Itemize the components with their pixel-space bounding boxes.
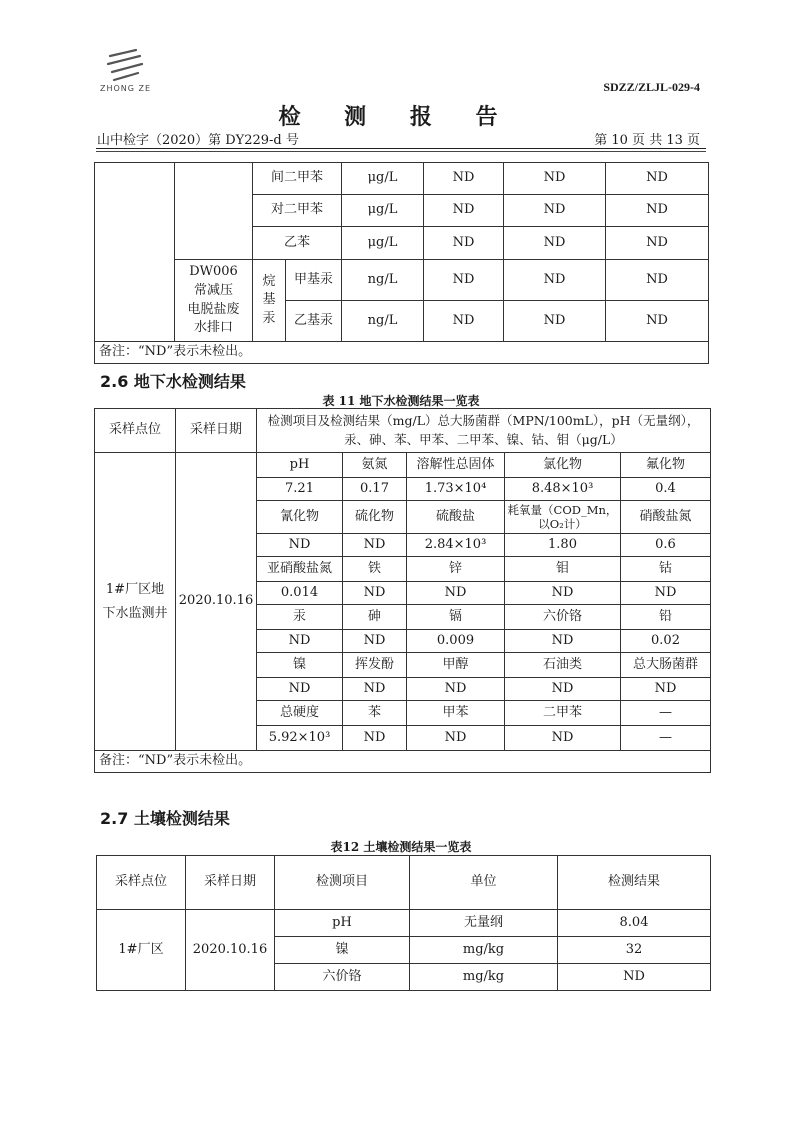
value-cell: ND [504, 227, 606, 260]
parameter-cell: 氯化物 [505, 453, 621, 478]
value-cell: 0.17 [343, 478, 407, 501]
unit-cell: ng/L [342, 260, 424, 301]
parameter-cell: 氰化物 [257, 501, 343, 534]
parameter-cell: 石油类 [505, 653, 621, 678]
parameter-cell: 甲醇 [407, 653, 505, 678]
value-cell: ND [606, 227, 709, 260]
parameter-cell: 汞 [257, 605, 343, 630]
value-cell: ND [504, 260, 606, 301]
table-row [95, 342, 709, 364]
parameter-cell: 硫化物 [343, 501, 407, 534]
table-row [95, 751, 711, 773]
value-cell: 0.6 [621, 534, 711, 557]
parameter-cell: 二甲苯 [505, 701, 621, 726]
value-cell: 1.73×10⁴ [407, 478, 505, 501]
parameter-cell: 镍 [257, 653, 343, 678]
result-cell: 32 [558, 937, 711, 964]
result-cell: ND [558, 964, 711, 991]
table-row [97, 910, 711, 937]
value-cell: ND [621, 678, 711, 701]
parameter-cell: — [621, 701, 711, 726]
value-cell: ND [424, 195, 504, 227]
value-cell: ND [606, 195, 709, 227]
item-cell: 间二甲苯 [253, 163, 342, 195]
parameter-cell: 铁 [343, 557, 407, 582]
value-cell: ND [505, 726, 621, 751]
table-row [95, 163, 709, 195]
unit-cell: mg/kg [410, 964, 558, 991]
value-cell: ND [257, 630, 343, 653]
parameter-cell: 氨氮 [343, 453, 407, 478]
item-cell: pH [275, 910, 410, 937]
value-cell: ND [504, 301, 606, 342]
value-cell: ND [424, 301, 504, 342]
table-header-row [95, 409, 711, 453]
parameter-cell: 钴 [621, 557, 711, 582]
table-row [95, 260, 709, 301]
value-cell: ND [505, 630, 621, 653]
parameter-cell: 挥发酚 [343, 653, 407, 678]
parameter-cell: pH [257, 453, 343, 478]
unit-cell: μg/L [342, 195, 424, 227]
item-cell: 镍 [275, 937, 410, 964]
parameter-cell: 钼 [505, 557, 621, 582]
item-cell: 六价铬 [275, 964, 410, 991]
value-cell: ND [505, 582, 621, 605]
value-cell: ND [407, 582, 505, 605]
value-cell: ND [606, 301, 709, 342]
value-cell: 0.014 [257, 582, 343, 605]
value-cell: ND [257, 678, 343, 701]
blank-cell [175, 163, 253, 260]
header-items: 检测项目及检测结果（mg/L）总大肠菌群（MPN/100mL），pH（无量纲），汞、砷、苯、甲苯、二甲苯、镍、钴、钼（μg/L） [257, 409, 711, 453]
parameter-cell: 亚硝酸盐氮 [257, 557, 343, 582]
page-info: 第 10 页 共 13 页 [594, 133, 700, 148]
header-cell: 采样点位 [97, 856, 186, 910]
value-cell: ND [407, 678, 505, 701]
value-cell: ND [505, 678, 621, 701]
parameter-cell: 铅 [621, 605, 711, 630]
parameter-cell: 锌 [407, 557, 505, 582]
header-cell: 采样日期 [186, 856, 275, 910]
item-cell: 乙苯 [253, 227, 342, 260]
document-code: SDZZ/ZLJL-029-4 [603, 80, 700, 94]
value-cell: ND [606, 260, 709, 301]
table-note: 备注：“ND”表示未检出。 [95, 751, 711, 773]
value-cell: 8.48×10³ [505, 478, 621, 501]
value-cell: — [621, 726, 711, 751]
value-cell: 0.009 [407, 630, 505, 653]
header-site: 采样点位 [95, 409, 176, 453]
value-cell: 1.80 [505, 534, 621, 557]
report-number: 山中检字（2020）第 DY229-d 号 [97, 133, 299, 148]
group-label: 烷基汞 [262, 274, 276, 326]
parameter-cell: 硫酸盐 [407, 501, 505, 534]
section-heading: 2.7 土壤检测结果 [100, 809, 230, 828]
header-date: 采样日期 [176, 409, 257, 453]
item-cell: 乙基汞 [286, 301, 342, 342]
parameter-cell: 溶解性总固体 [407, 453, 505, 478]
value-cell: 5.92×10³ [257, 726, 343, 751]
unit-cell: mg/kg [410, 937, 558, 964]
parameter-cell: 硝酸盐氮 [621, 501, 711, 534]
value-cell: 0.4 [621, 478, 711, 501]
prev-results-table [94, 162, 709, 364]
table-note: 备注：“ND”表示未检出。 [95, 342, 709, 364]
header-cell: 检测结果 [558, 856, 711, 910]
page-title: 检 测 报 告 [278, 104, 516, 130]
parameter-cell: 六价铬 [505, 605, 621, 630]
unit-cell: ng/L [342, 301, 424, 342]
value-cell: ND [343, 726, 407, 751]
parameter-cell: 镉 [407, 605, 505, 630]
parameter-cell: 苯 [343, 701, 407, 726]
site-cell: DW006 常减压 电脱盐废 水排口 [175, 260, 253, 342]
parameter-cell: 总大肠菌群 [621, 653, 711, 678]
value-cell: ND [343, 678, 407, 701]
value-cell: ND [424, 227, 504, 260]
value-cell: ND [407, 726, 505, 751]
value-cell: ND [257, 534, 343, 557]
table-header-row [97, 856, 711, 910]
value-cell: ND [606, 163, 709, 195]
header-cell: 单位 [410, 856, 558, 910]
date-cell: 2020.10.16 [186, 910, 275, 991]
logo-text: ZHONG ZE [100, 84, 152, 93]
parameter-cell: 甲苯 [407, 701, 505, 726]
group-cell [253, 260, 286, 342]
value-cell: ND [424, 260, 504, 301]
item-cell: 甲基汞 [286, 260, 342, 301]
soil-table [96, 855, 711, 991]
value-cell: 7.21 [257, 478, 343, 501]
table-row [95, 453, 711, 478]
parameter-cell: 砷 [343, 605, 407, 630]
value-cell: ND [424, 163, 504, 195]
value-cell: 2.84×10³ [407, 534, 505, 557]
header-cell: 检测项目 [275, 856, 410, 910]
blank-cell [95, 163, 175, 342]
date-cell: 2020.10.16 [176, 453, 257, 751]
unit-cell: μg/L [342, 163, 424, 195]
value-cell: ND [343, 582, 407, 605]
value-cell: ND [343, 630, 407, 653]
value-cell: ND [343, 534, 407, 557]
table-caption: 表 11 地下水检测结果一览表 [322, 394, 480, 408]
header-rule-thin [96, 151, 706, 152]
item-cell: 对二甲苯 [253, 195, 342, 227]
header-rule [96, 148, 706, 149]
parameter-cell: 氟化物 [621, 453, 711, 478]
site-cell: 1#厂区地下水监测井 [95, 453, 176, 751]
table-caption: 表12 土壤检测结果一览表 [330, 840, 472, 854]
parameter-cell: 总硬度 [257, 701, 343, 726]
value-cell: ND [621, 582, 711, 605]
value-cell: 0.02 [621, 630, 711, 653]
unit-cell: μg/L [342, 227, 424, 260]
section-heading: 2.6 地下水检测结果 [100, 372, 246, 391]
result-cell: 8.04 [558, 910, 711, 937]
site-cell: 1#厂区 [97, 910, 186, 991]
value-cell: ND [504, 163, 606, 195]
parameter-cell: 耗氧量（COD_Mn，以O₂计） [505, 501, 621, 534]
groundwater-table [94, 408, 711, 773]
unit-cell: 无量纲 [410, 910, 558, 937]
value-cell: ND [504, 195, 606, 227]
